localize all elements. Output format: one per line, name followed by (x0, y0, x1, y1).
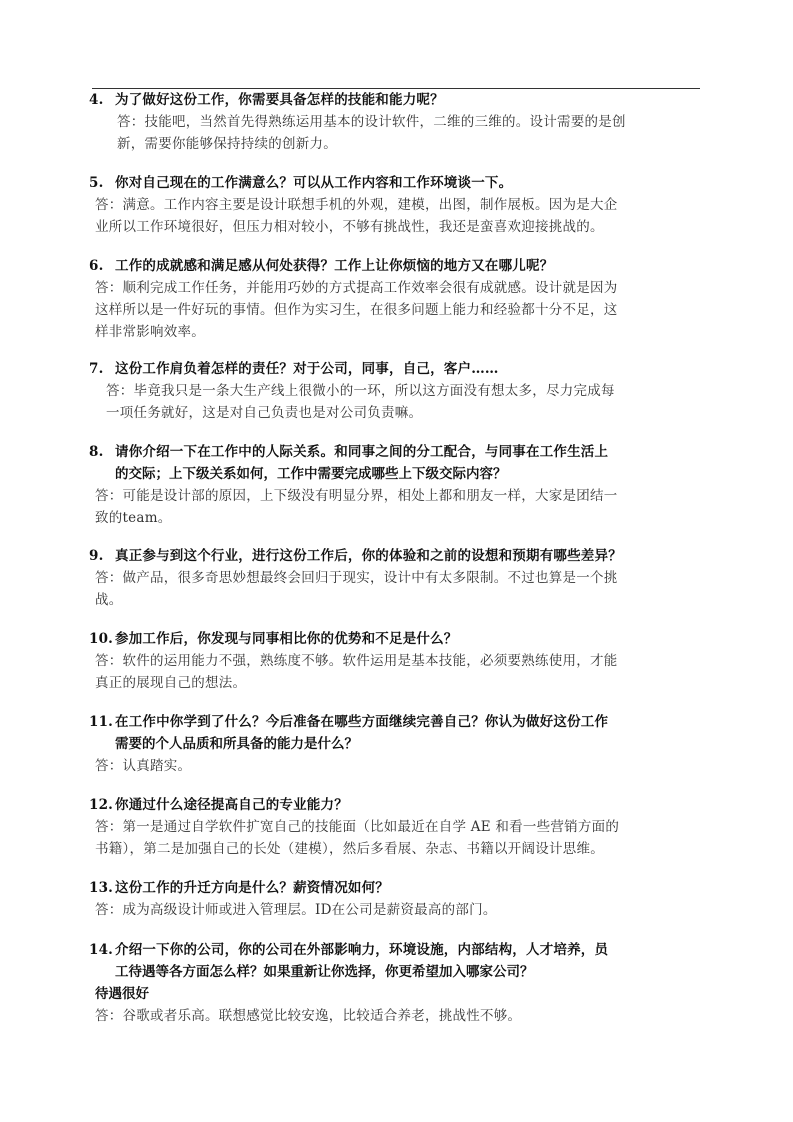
question (89, 628, 793, 650)
qa-item-12 (0, 794, 793, 860)
question-number: 13. (89, 880, 114, 896)
answer-line: 这样所以是一件好玩的事情。但作为实习生，在很多问题上能力和经验都十分不足，这 (95, 302, 618, 318)
question-number: 14. (89, 942, 114, 958)
question-number: 7. (89, 361, 104, 377)
qa-item-8 (0, 441, 793, 529)
question-number: 10. (89, 631, 114, 647)
question-text-continued: 的交际；上下级关系如何，工作中需要完成哪些上下级交际内容？ (115, 466, 507, 482)
question-text: 这份工作的升迁方向是什么？薪资情况如何？ (115, 880, 389, 896)
question-text: 真正参与到这个行业，进行这份工作后，你的体验和之前的设想和预期有哪些差异？ (115, 548, 622, 564)
question-text: 请你介绍一下在工作中的人际关系。和同事之间的分工配合，与同事在工作生活上 (115, 444, 609, 460)
qa-item-9 (0, 545, 793, 611)
answer-line: 答：成为高级设计师或进入管理层。ID在公司是薪资最高的部门。 (95, 902, 497, 918)
question-number: 4. (89, 92, 104, 108)
question-text-continued: 需要的个人品质和所具备的能力是什么？ (115, 736, 358, 752)
question-text: 为了做好这份工作，你需要具备怎样的技能和能力呢？ (115, 92, 444, 108)
question (89, 89, 793, 111)
answer-line: 答：软件的运用能力不强，熟练度不够。软件运用是基本技能，必须要熟练使用，才能 (95, 653, 618, 669)
qa-item-14 (0, 939, 793, 1027)
answer-line: 答：做产品，很多奇思妙想最终会回归于现实，设计中有太多限制。不过也算是一个挑 (95, 570, 618, 586)
question-text: 工作的成就感和满足感从何处获得？工作上让你烦恼的地方又在哪儿呢？ (115, 258, 554, 274)
question-text: 参加工作后，你发现与同事相比你的优势和不足是什么？ (115, 631, 458, 647)
answer-line: 答：可能是设计部的原因，上下级没有明显分界，相处上都和朋友一样，大家是团结一 (95, 488, 618, 504)
answer-line: 答：技能吧，当然首先得熟练运用基本的设计软件，二维的三维的。设计需要的是创 (117, 114, 626, 130)
answer-line: 业所以工作环境很好，但压力相对较小，不够有挑战性，我还是蛮喜欢迎接挑战的。 (95, 219, 604, 235)
question (89, 545, 793, 567)
question (89, 358, 793, 380)
question (89, 441, 793, 463)
answer-line: 一项任务就好，这是对自己负责也是对公司负责嘛。 (106, 405, 423, 421)
answer-line: 真正的展现自己的想法。 (95, 675, 247, 691)
answer-line: 答：毕竟我只是一条大生产线上很微小的一环，所以这方面没有想太多，尽力完成每 (106, 383, 615, 399)
question-number: 6. (89, 258, 104, 274)
question (89, 711, 793, 733)
question-text-continued: 工待遇等各方面怎么样？如果重新让你选择，你更希望加入哪家公司？ (115, 964, 534, 980)
question-text: 你对自己现在的工作满意么？可以从工作内容和工作环境谈一下。 (115, 175, 513, 191)
question (89, 877, 793, 899)
question-number: 11. (89, 714, 114, 730)
question-text: 介绍一下你的公司，你的公司在外部影响力，环境设施，内部结构，人才培养，员 (115, 942, 609, 958)
question (89, 172, 793, 194)
answer-line: 致的team。 (95, 510, 172, 526)
question-number: 9. (89, 548, 104, 564)
answer-line: 答：满意。工作内容主要是设计联想手机的外观，建模，出图，制作展板。因为是大企 (95, 197, 618, 213)
question-number: 12. (89, 797, 114, 813)
answer-line: 答：第一是通过自学软件扩宽自己的技能面（比如最近在自学 AE 和看一些营销方面的 (95, 819, 620, 835)
qa-item-11 (0, 711, 793, 777)
answer-line: 战。 (95, 592, 123, 608)
question-text: 这份工作肩负着怎样的责任？对于公司，同事，自己，客户…… (115, 361, 499, 377)
qa-item-4 (0, 89, 793, 155)
question (89, 794, 793, 816)
answer-line: 答：谷歌或者乐高。联想感觉比较安逸，比较适合养老，挑战性不够。 (95, 1008, 522, 1024)
question (89, 939, 793, 961)
answer-line: 新，需要你能够保持持续的创新力。 (117, 136, 337, 152)
question-number: 5. (89, 175, 104, 191)
answer-line: 答：认真踏实。 (95, 758, 192, 774)
qa-item-10 (0, 628, 793, 694)
qa-item-13 (0, 877, 793, 921)
qa-item-6 (0, 255, 793, 343)
answer-note: 待遇很好 (95, 986, 149, 1002)
answer-line: 答：顺利完成工作任务，并能用巧妙的方式提高工作效率会很有成就感。设计就是因为 (95, 280, 618, 296)
question (89, 255, 793, 277)
qa-item-7 (0, 358, 793, 424)
answer-line: 样非常影响效率。 (95, 324, 205, 340)
question-text: 你通过什么途径提高自己的专业能力？ (115, 797, 348, 813)
question-number: 8. (89, 444, 104, 460)
answer-line: 书籍），第二是加强自己的长处（建模），然后多看展、杂志、书籍以开阔设计思维。 (95, 841, 604, 857)
qa-item-5 (0, 172, 793, 238)
question-text: 在工作中你学到了什么？今后准备在哪些方面继续完善自己？你认为做好这份工作 (115, 714, 609, 730)
